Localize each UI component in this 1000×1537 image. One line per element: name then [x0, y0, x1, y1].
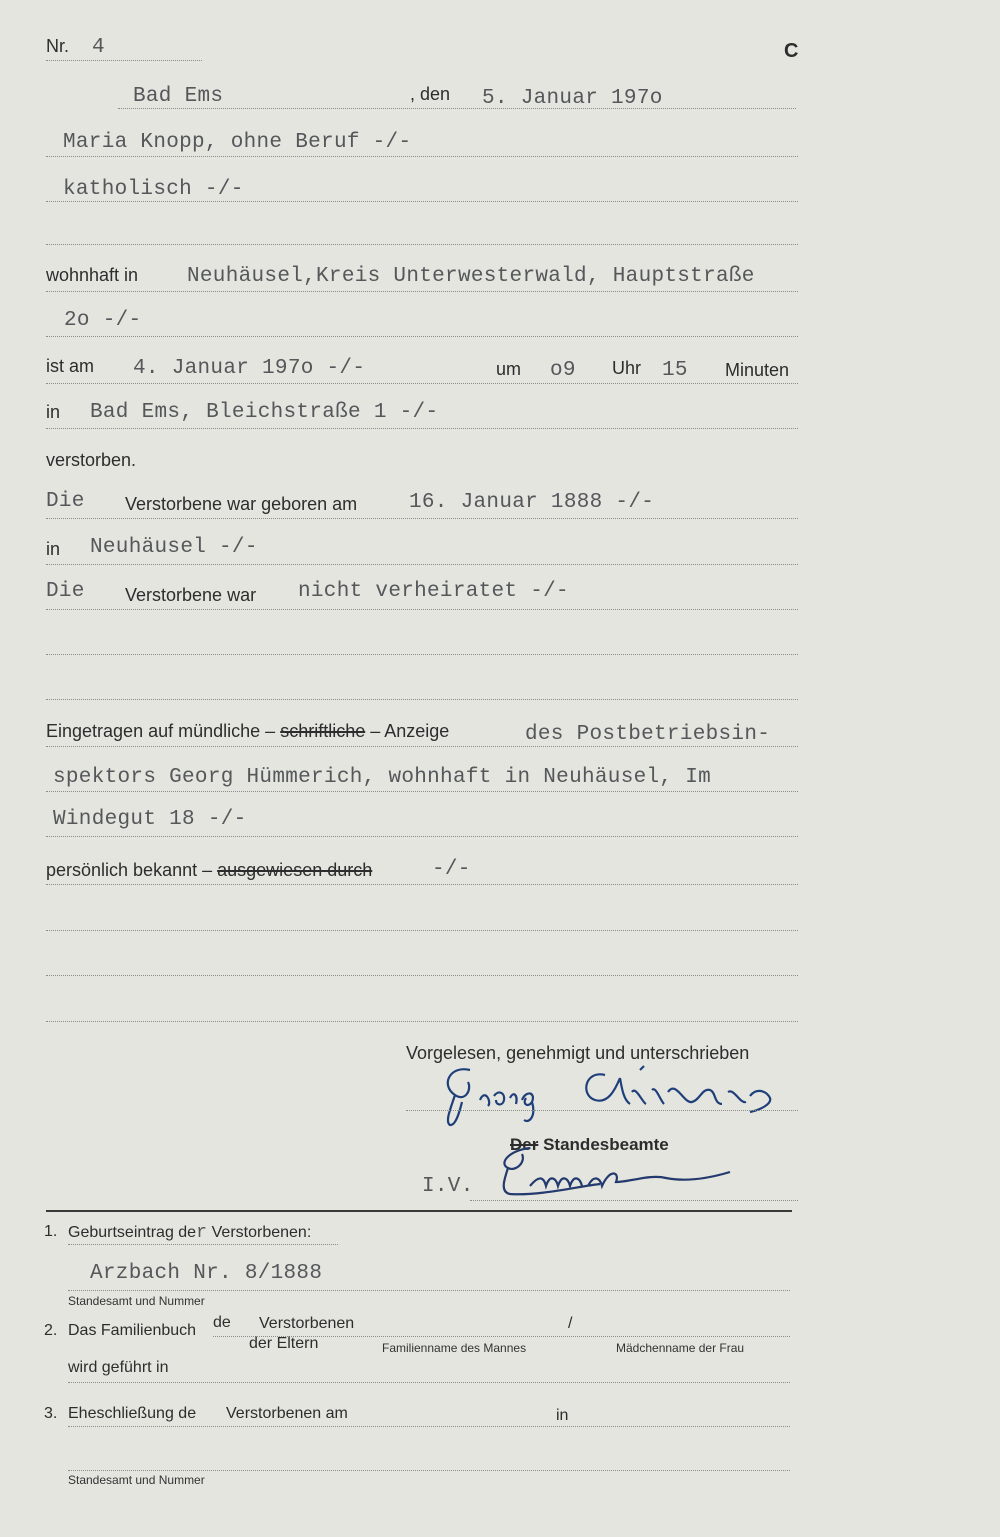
iv-label: I.V.	[422, 1175, 474, 1198]
item3-number: 3.	[44, 1405, 58, 1422]
item2-gefuehrt: wird geführt in	[68, 1359, 169, 1376]
name-occupation-value: Maria Knopp, ohne Beruf -/-	[63, 131, 412, 154]
residence-label: wohnhaft in	[46, 265, 139, 285]
death-in-label: in	[46, 402, 61, 422]
identity-rule	[46, 884, 798, 885]
residence-line1: Neuhäusel,Kreis Unterwesterwald, Hauptstraße	[187, 265, 755, 288]
birth-place-rule	[46, 564, 798, 565]
reporter-signature	[410, 1060, 800, 1130]
item2-caption-mann: Familienname des Mannes	[382, 1341, 527, 1355]
date-value: 5. Januar 197o	[482, 87, 663, 110]
nr-label: Nr.	[46, 36, 70, 56]
item3-rule-2	[68, 1470, 790, 1471]
marital-die-typed: Die	[46, 580, 85, 603]
report-label-struck: schriftliche	[280, 721, 366, 741]
blank-line-5	[46, 975, 798, 976]
birth-place-value: Neuhäusel -/-	[90, 536, 258, 559]
item2-label: Das Familienbuch	[68, 1322, 197, 1339]
reporter-line1: des Postbetriebsin-	[525, 723, 771, 746]
name-line	[46, 156, 798, 157]
reporter-line3: Windegut 18 -/-	[53, 808, 247, 831]
item2-gefuehrt-rule	[68, 1382, 790, 1383]
report-label	[46, 721, 449, 742]
residence-line2-rule	[46, 336, 798, 337]
identity-label-text: persönlich bekannt –	[46, 860, 213, 880]
death-place-value: Bad Ems, Bleichstraße 1 -/-	[90, 401, 439, 424]
der-struck: Der	[510, 1135, 539, 1154]
identity-label-struck: ausgewiesen durch	[217, 860, 373, 880]
marital-status-value: nicht verheiratet -/-	[298, 580, 569, 603]
item3-label: Eheschließung de	[68, 1405, 197, 1422]
report-rule-3	[46, 836, 798, 837]
identity-label	[46, 860, 372, 881]
blank-line	[46, 244, 798, 245]
birth-date-rule	[46, 518, 798, 519]
birth-label: Verstorbene war geboren am	[125, 494, 358, 514]
item2-de: de	[213, 1314, 231, 1331]
report-rule-2	[46, 791, 798, 792]
place-value: Bad Ems	[133, 85, 224, 108]
birth-die-typed: Die	[46, 490, 85, 513]
religion-value: katholisch -/-	[63, 178, 244, 201]
death-place-rule	[46, 428, 798, 429]
verstorben-label: verstorben.	[46, 450, 137, 470]
registrar-signature	[490, 1138, 750, 1202]
blank-line-2	[46, 654, 798, 655]
item1-value-rule	[68, 1290, 790, 1291]
item2-eltern: der Eltern	[249, 1335, 319, 1352]
item2-caption-frau: Mädchenname der Frau	[616, 1341, 745, 1355]
nr-line	[46, 60, 202, 61]
marital-label: Verstorbene war	[125, 585, 257, 605]
identity-value: -/-	[432, 858, 471, 881]
standesbeamte-text: Standesbeamte	[543, 1135, 669, 1154]
residence-line2: 2o -/-	[64, 309, 142, 332]
vorgelesen-label: Vorgelesen, genehmigt und unterschrieben	[406, 1043, 750, 1063]
place-date-line	[118, 108, 796, 109]
death-date-value: 4. Januar 197o -/-	[133, 357, 366, 380]
item2-number: 2.	[44, 1322, 58, 1339]
reporter-line2: spektors Georg Hümmerich, wohnhaft in Neuhäusel, Im	[53, 766, 712, 789]
item1-value: Arzbach Nr. 8/1888	[90, 1262, 323, 1285]
item1-number: 1.	[44, 1223, 58, 1240]
item3-caption: Standesamt und Nummer	[68, 1473, 205, 1487]
item3-rule	[68, 1426, 790, 1427]
report-label-suffix: – Anzeige	[370, 721, 450, 741]
reporter-signature-rule	[406, 1110, 798, 1111]
item2-slash: /	[568, 1315, 573, 1332]
blank-line-4	[46, 930, 798, 931]
death-date-rule	[46, 383, 798, 384]
residence-line1-rule	[46, 291, 798, 292]
um-label: um	[496, 359, 522, 379]
ist-am-label: ist am	[46, 356, 95, 376]
item1-label	[68, 1223, 311, 1243]
death-minute-value: 15	[662, 359, 688, 382]
item1-label-rule	[68, 1244, 338, 1245]
blank-line-3	[46, 699, 798, 700]
death-hour-value: o9	[550, 359, 576, 382]
item2-verstorbenen: Verstorbenen	[259, 1315, 355, 1332]
nr-value: 4	[92, 36, 105, 59]
item1-typed: r	[196, 1223, 208, 1243]
report-label-prefix: Eingetragen auf mündliche –	[46, 721, 276, 741]
uhr-label: Uhr	[612, 358, 642, 378]
item3-in: in	[556, 1407, 569, 1424]
item1-label-text: Geburtseintrag de	[68, 1224, 197, 1241]
minuten-label: Minuten	[725, 360, 790, 380]
item1-caption: Standesamt und Nummer	[68, 1294, 205, 1308]
religion-line	[46, 201, 798, 202]
item1-label-text2: Verstorbenen:	[211, 1224, 312, 1241]
registrar-signature-rule	[470, 1200, 798, 1201]
report-rule-1	[46, 746, 798, 747]
blank-line-6	[46, 1021, 798, 1022]
den-label: , den	[410, 84, 451, 104]
birth-in-label: in	[46, 539, 61, 559]
form-letter: C	[784, 40, 799, 62]
section-separator	[46, 1210, 792, 1212]
birth-date-value: 16. Januar 1888 -/-	[409, 491, 655, 514]
marital-rule	[46, 609, 798, 610]
item3-label2: Verstorbenen am	[226, 1405, 348, 1422]
